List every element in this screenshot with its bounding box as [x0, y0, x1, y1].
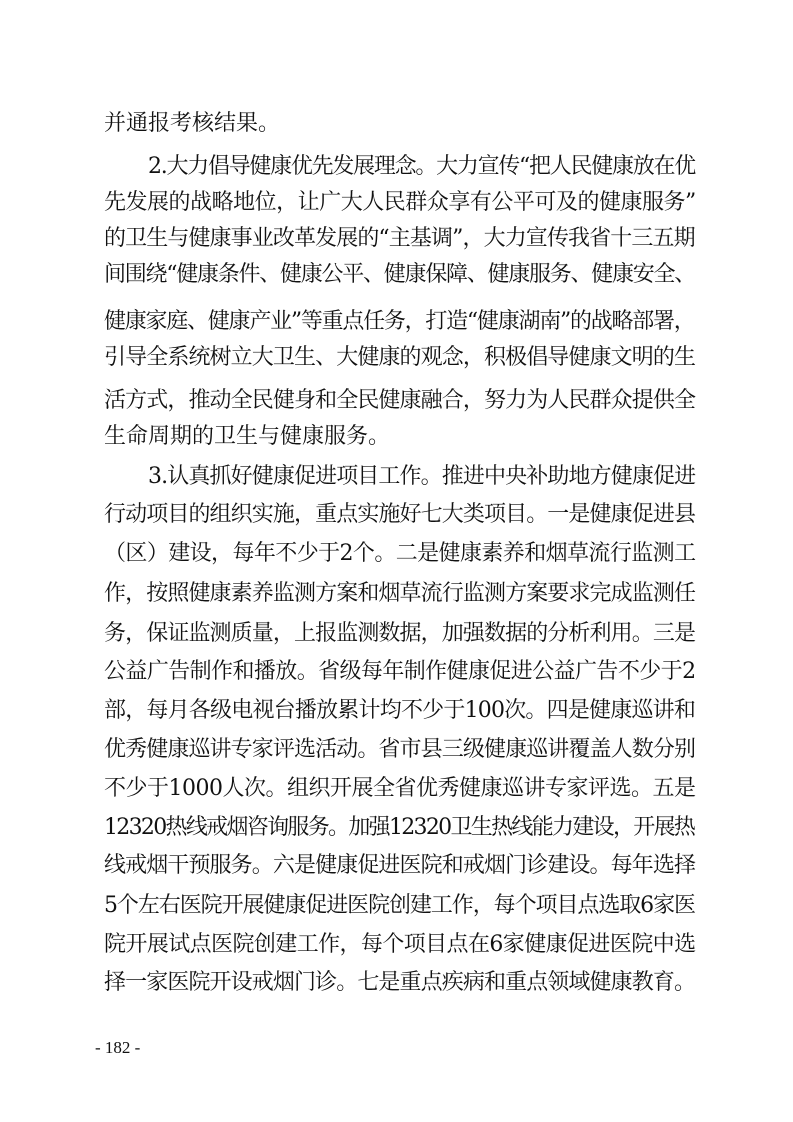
paragraph-line: 12320热线戒烟咨询服务。加强12320卫生热线能力建设，开展热	[104, 815, 695, 840]
paragraph-line: 的卫生与健康事业改革发展的“主基调”，大力宣传我省十三五期	[104, 226, 695, 251]
paragraph-line: 生命周期的卫生与健康服务。	[104, 424, 391, 449]
paragraph-line: 线戒烟干预服务。六是健康促进医院和戒烟门诊建设。每年选择	[104, 853, 696, 878]
paragraph-line: 先发展的战略地位，让广大人民群众享有公平可及的健康服务”	[104, 190, 696, 215]
paragraph-line: 不少于1000人次。组织开展全省优秀健康巡讲专家评选。五是	[104, 776, 696, 801]
paragraph-line: 健康家庭、健康产业”等重点任务，打造“健康湖南”的战略部署，	[104, 309, 695, 334]
paragraph-line: 院开展试点医院创建工作，每个项目点在6家健康促进医院中选	[104, 932, 696, 957]
paragraph-line: 并通报考核结果。	[104, 111, 281, 136]
paragraph-line: 3.认真抓好健康促进项目工作。推进中央补助地方健康促进	[148, 464, 696, 489]
paragraph-line: 公益广告制作和播放。省级每年制作健康促进公益广告不少于2	[104, 659, 696, 684]
paragraph-line: （区）建设，每年不少于2个。二是健康素养和烟草流行监测工	[104, 541, 696, 566]
paragraph-line: 间围绕“健康条件、健康公平、健康保障、健康服务、健康安全、	[104, 262, 695, 287]
paragraph-line: 活方式，推动全民健身和全民健康融合，努力为人民群众提供全	[104, 388, 696, 413]
paragraph-line: 作，按照健康素养监测方案和烟草流行监测方案要求完成监测任	[104, 581, 696, 606]
paragraph-line: 引导全系统树立大卫生、大健康的观念，积极倡导健康文明的生	[104, 345, 696, 370]
paragraph-line: 优秀健康巡讲专家评选活动。省市县三级健康巡讲覆盖人数分别	[104, 737, 696, 762]
page-number: - 182 -	[95, 1038, 141, 1057]
paragraph-line: 择一家医院开设戒烟门诊。七是重点疾病和重点领域健康教育。	[104, 970, 696, 995]
paragraph-line: 行动项目的组织实施，重点实施好七大类项目。一是健康促进县	[104, 502, 696, 527]
paragraph-line: 2.大力倡导健康优先发展理念。大力宣传“把人民健康放在优	[148, 154, 695, 179]
paragraph-line: 部，每月各级电视台播放累计均不少于100次。四是健康巡讲和	[104, 698, 696, 723]
paragraph-line: 5个左右医院开展健康促进医院创建工作，每个项目点选取6家医	[104, 893, 695, 918]
paragraph-line: 务，保证监测质量，上报监测数据，加强数据的分析利用。三是	[104, 621, 696, 646]
